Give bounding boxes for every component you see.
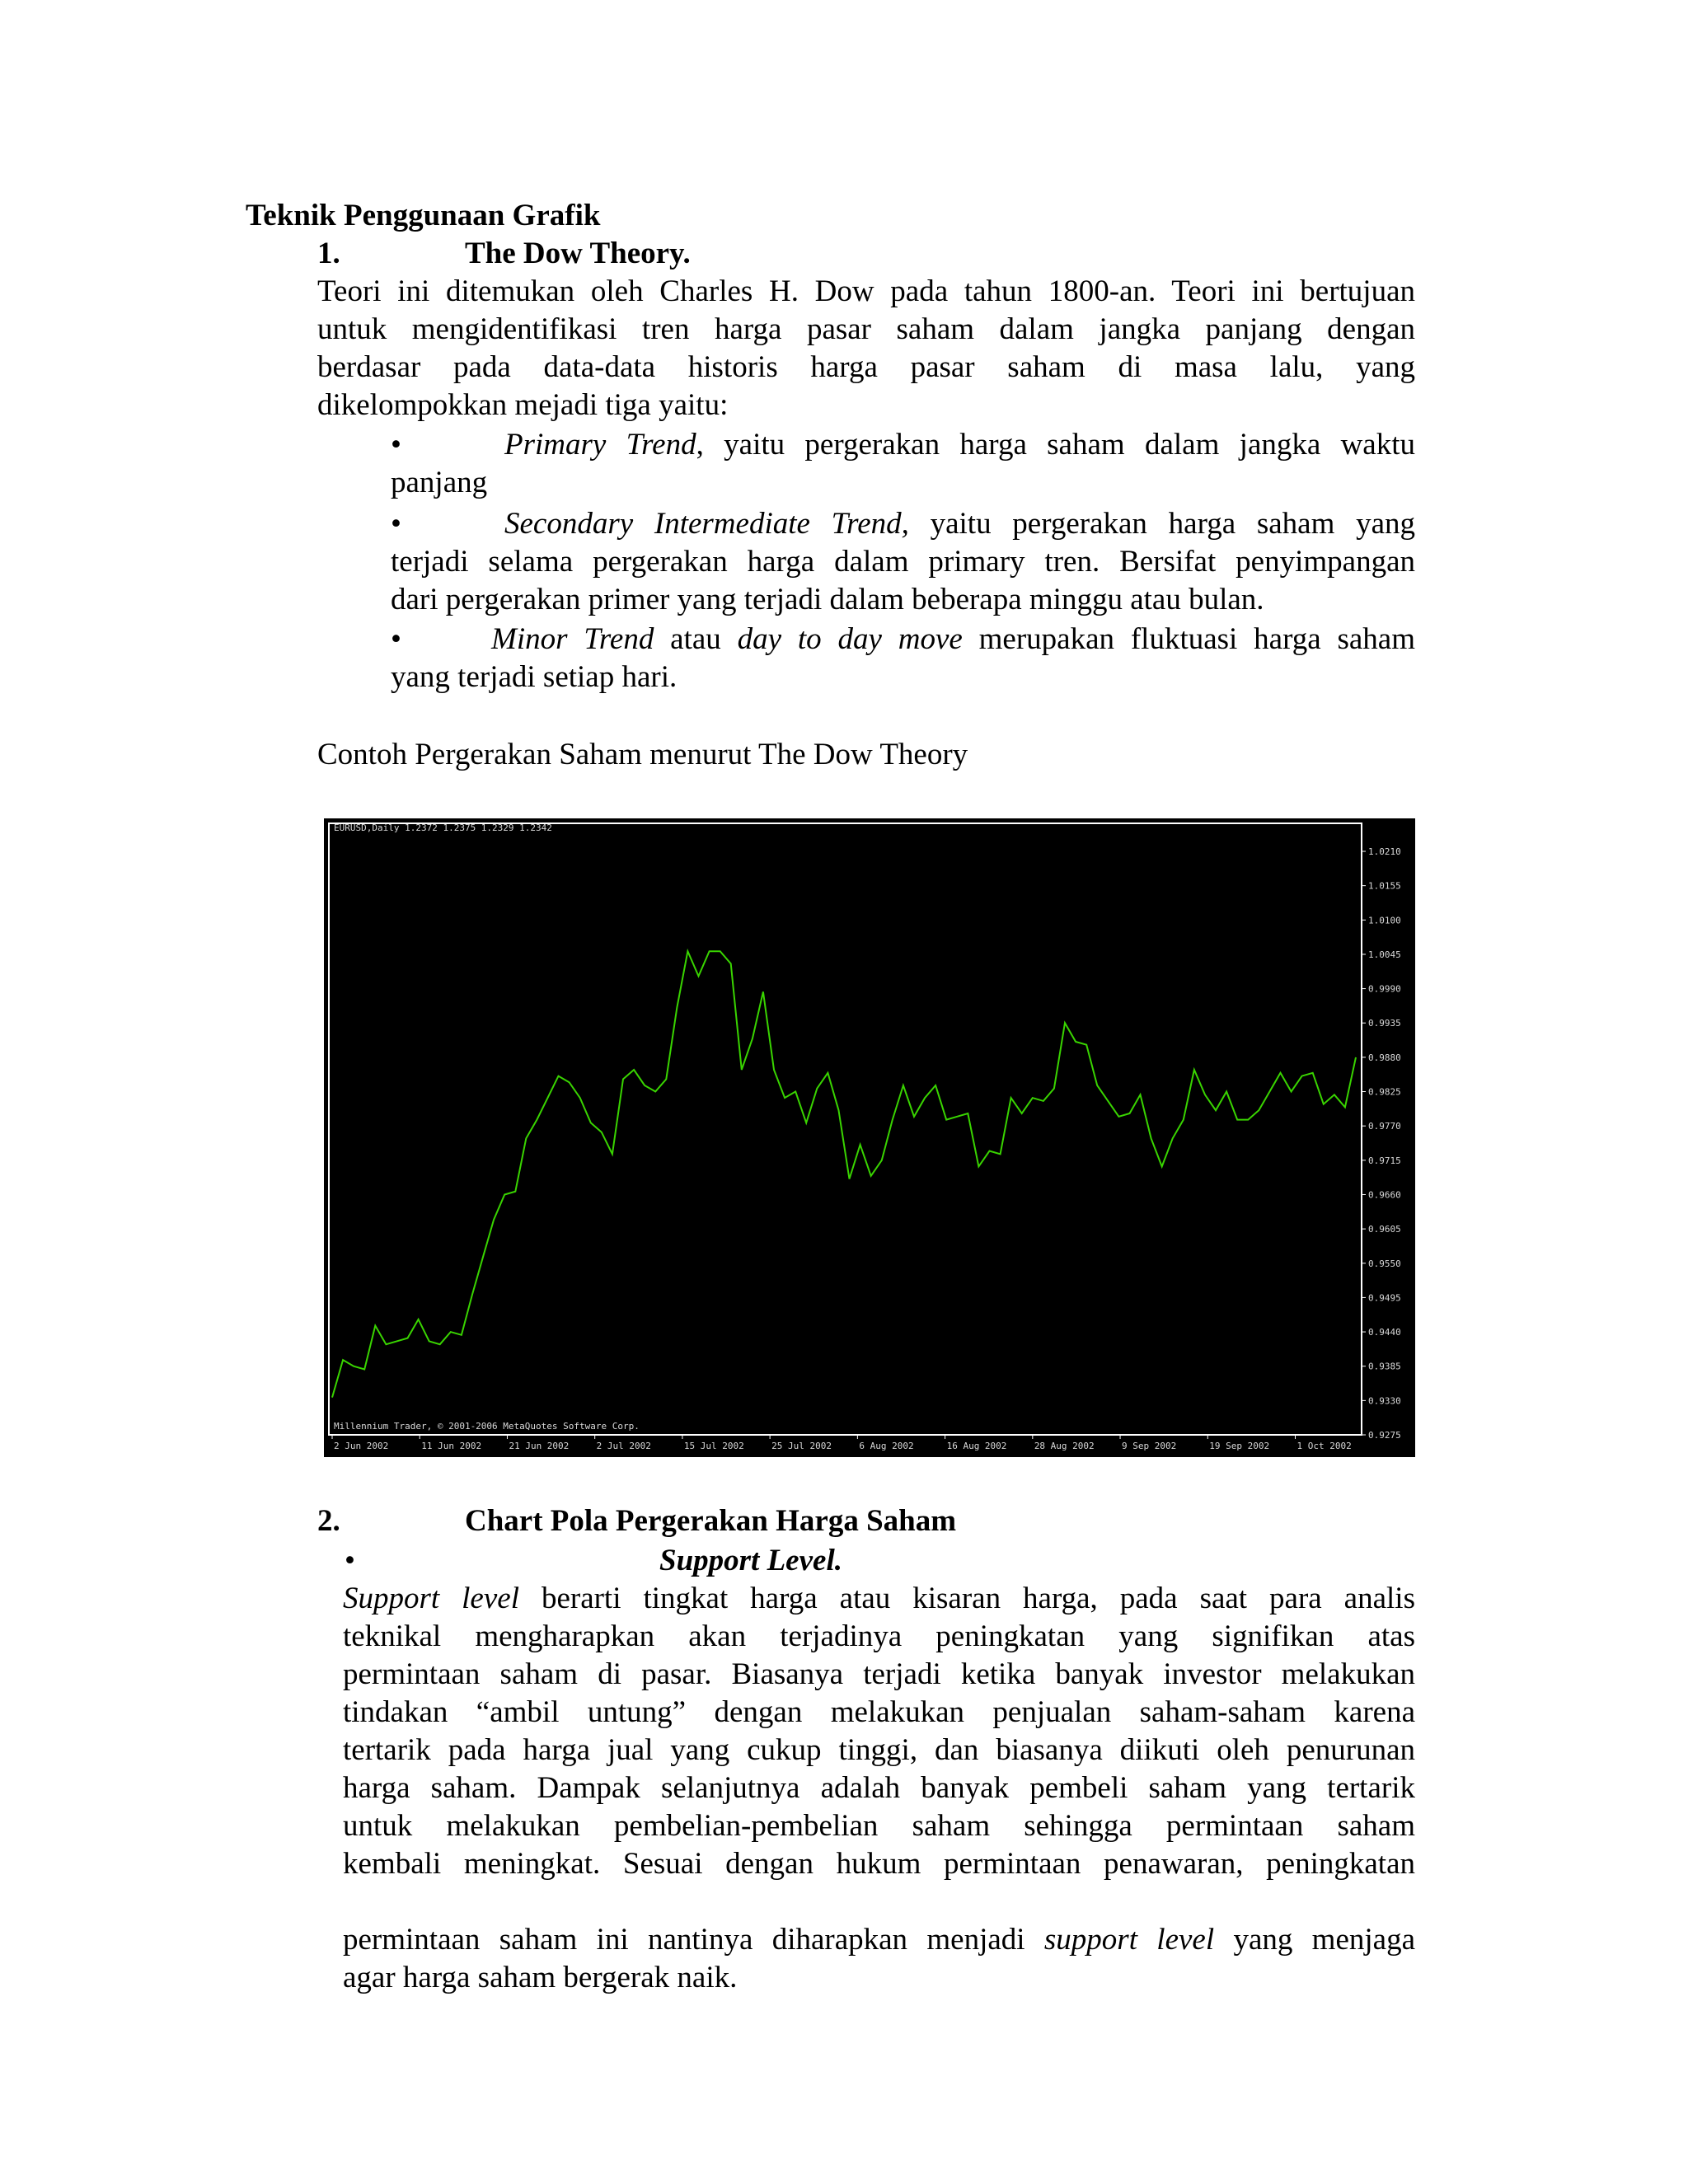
bullet-3-line-1: Minor Trend atau day to day move merupakan fluktuasi harga saham [491, 622, 1416, 656]
price-chart [324, 818, 1415, 1457]
section-2-title: Chart Pola Pergerakan Harga Saham [465, 1504, 957, 1538]
s2-para-line-5: tertarik pada harga jual yang cukup tinggi, dan biasanya diikuti oleh penurunan [343, 1733, 1415, 1767]
chart-footer: Millennium Trader, © 2001-2006 MetaQuotes Software Corp. [334, 1421, 640, 1432]
x-tick-label: 2 Jun 2002 [334, 1441, 389, 1451]
s2-para-line-7: untuk melakukan pembelian-pembelian saham sehingga permintaan saham [343, 1809, 1415, 1843]
bullet-dot-icon: • [391, 622, 401, 656]
plot-frame [329, 823, 1362, 1435]
support-level-title: Support Level. [659, 1544, 842, 1577]
y-tick-label: 0.9605 [1368, 1224, 1401, 1235]
y-tick-label: 0.9385 [1368, 1361, 1401, 1372]
chart-caption: Contoh Pergerakan Saham menurut The Dow Theory [317, 738, 968, 771]
s2-para-line-6: harga saham. Dampak selanjutnya adalah banyak pembeli saham yang tertarik [343, 1771, 1415, 1805]
y-tick-label: 0.9880 [1368, 1052, 1401, 1063]
x-tick-label: 19 Sep 2002 [1209, 1441, 1270, 1451]
price-series-line [332, 951, 1356, 1397]
section-1-number: 1. [317, 237, 340, 270]
s1-para-line-4: dikelompokkan mejadi tiga yaitu: [317, 388, 729, 422]
x-tick-label: 1 Oct 2002 [1296, 1441, 1352, 1451]
s2-para-line-11: agar harga saham bergerak naik. [343, 1961, 738, 1994]
s1-para-line-3: berdasar pada data-data historis harga pasar saham di masa lalu, yang [317, 350, 1415, 384]
s2-para-line-3: permintaan saham di pasar. Biasanya terjadi ketika banyak investor melakukan [343, 1657, 1415, 1691]
x-tick-label: 25 Jul 2002 [771, 1441, 832, 1451]
chart-title: EURUSD,Daily 1.2372 1.2375 1.2329 1.2342 [334, 823, 552, 833]
x-tick-label: 2 Jul 2002 [596, 1441, 651, 1451]
x-tick-label: 6 Aug 2002 [859, 1441, 914, 1451]
bullet-1-line-1: Primary Trend, yaitu pergerakan harga saham dalam jangka waktu [504, 428, 1416, 462]
y-tick-label: 0.9990 [1368, 983, 1401, 995]
y-tick-label: 1.0210 [1368, 846, 1401, 857]
y-axis [1362, 846, 1401, 1441]
bullet-dot-icon: • [391, 507, 401, 541]
x-tick-label: 9 Sep 2002 [1122, 1441, 1177, 1451]
bullet-2-line-1: Secondary Intermediate Trend, yaitu pergerakan harga saham yang [504, 507, 1416, 541]
s2-para-line-4: tindakan “ambil untung” dengan melakukan penjualan saham-saham karena [343, 1695, 1415, 1729]
y-tick-label: 0.9550 [1368, 1258, 1401, 1269]
x-tick-label: 21 Jun 2002 [509, 1441, 570, 1451]
y-tick-label: 1.0155 [1368, 880, 1401, 892]
y-tick-label: 1.0045 [1368, 949, 1401, 960]
y-tick-label: 0.9770 [1368, 1121, 1401, 1132]
x-tick-label: 11 Jun 2002 [421, 1441, 482, 1451]
bullet-2-line-2: terjadi selama pergerakan harga dalam primary tren. Bersifat penyimpangan [391, 545, 1415, 579]
x-axis [332, 1435, 1352, 1451]
y-tick-label: 0.9330 [1368, 1395, 1401, 1407]
bullet-dot-icon: • [391, 428, 401, 462]
y-tick-label: 0.9715 [1368, 1155, 1401, 1166]
y-tick-label: 0.9825 [1368, 1086, 1401, 1098]
s2-para-line-10: permintaan saham ini nantinya diharapkan menjadi support level yang menjaga [343, 1923, 1416, 1957]
s2-para-line-1: Support level berarti tingkat harga atau kisaran harga, pada saat para analis [343, 1582, 1415, 1615]
y-tick-label: 0.9440 [1368, 1327, 1401, 1338]
s1-para-line-2: untuk mengidentifikasi tren harga pasar saham dalam jangka panjang dengan [317, 312, 1415, 346]
s1-para-line-1: Teori ini ditemukan oleh Charles H. Dow pada tahun 1800-an. Teori ini bertujuan [317, 274, 1415, 308]
x-tick-label: 28 Aug 2002 [1034, 1441, 1095, 1451]
s2-para-line-8: kembali meningkat. Sesuai dengan hukum permintaan penawaran, peningkatan [343, 1847, 1415, 1881]
y-tick-label: 0.9495 [1368, 1292, 1401, 1304]
bullet-2-line-3: dari pergerakan primer yang terjadi dalam beberapa minggu atau bulan. [391, 583, 1264, 616]
bullet-3-line-2: yang terjadi setiap hari. [391, 660, 678, 694]
bullet-dot-icon: • [345, 1544, 355, 1577]
page-heading: Teknik Penggunaan Grafik [246, 199, 601, 232]
x-tick-label: 16 Aug 2002 [946, 1441, 1007, 1451]
section-2-number: 2. [317, 1504, 340, 1538]
price-chart-svg [324, 818, 1415, 1457]
section-1-title: The Dow Theory. [465, 237, 691, 270]
y-tick-label: 0.9935 [1368, 1018, 1401, 1029]
y-tick-label: 1.0100 [1368, 915, 1401, 926]
bullet-1-line-2: panjang [391, 466, 488, 499]
x-tick-label: 15 Jul 2002 [683, 1441, 744, 1451]
y-tick-label: 0.9660 [1368, 1189, 1401, 1201]
y-tick-label: 0.9275 [1368, 1430, 1401, 1441]
s2-para-line-2: teknikal mengharapkan akan terjadinya peningkatan yang signifikan atas [343, 1619, 1415, 1653]
